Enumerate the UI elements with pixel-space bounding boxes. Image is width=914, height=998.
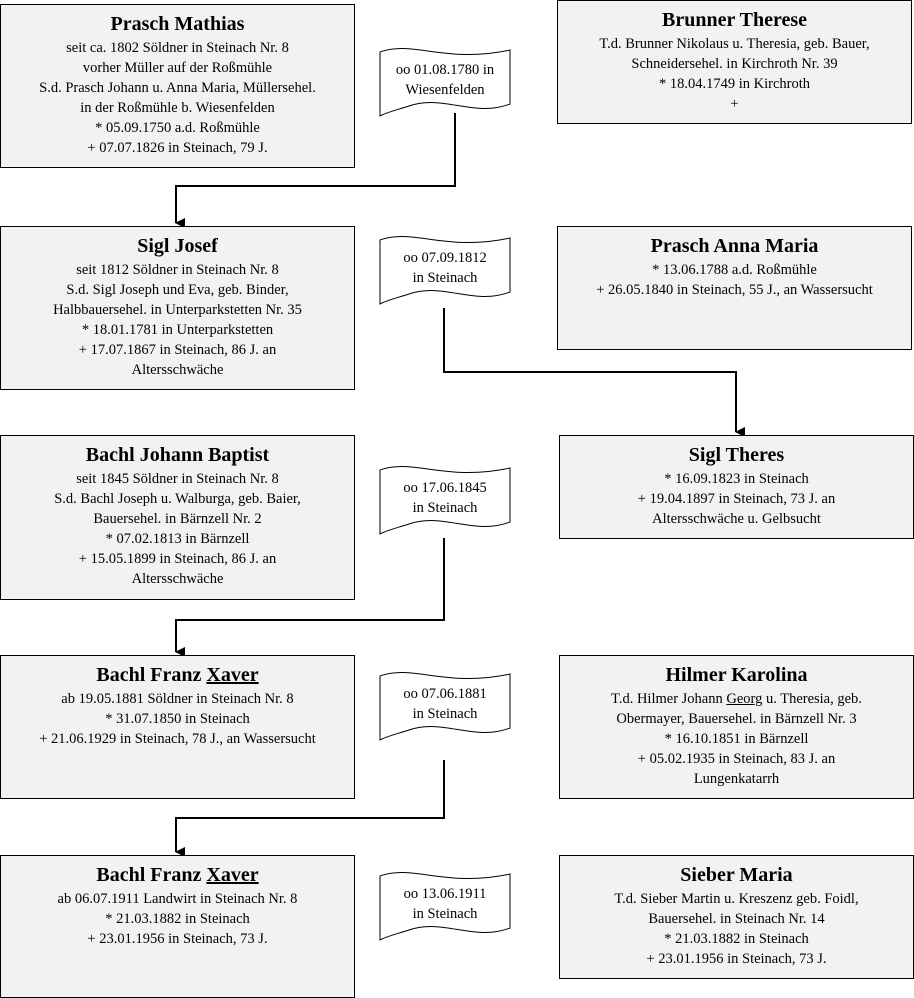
person-detail: + 26.05.1840 in Steinach, 55 J., an Wassersucht	[596, 282, 873, 298]
person-detail: * 18.01.1781 in Unterparkstetten	[81, 322, 274, 338]
husband-box-bachl-johann-baptist	[0, 435, 355, 600]
person-detail: * 05.09.1750 a.d. Roßmühle	[95, 120, 260, 136]
marriage-banner-3	[379, 464, 511, 544]
person-detail: * 13.06.1788 a.d. Roßmühle	[652, 262, 817, 278]
person-name: Hilmer Karolina	[665, 664, 808, 686]
husband-box-bachl-franz-xaver-2	[0, 855, 355, 998]
person-detail: + 19.04.1897 in Steinach, 73 J. an	[637, 491, 836, 507]
person-detail: + 15.05.1899 in Steinach, 86 J. an	[78, 551, 277, 567]
person-detail: Obermayer, Bauersehel. in Bärnzell Nr. 3	[616, 711, 857, 727]
marriage-date: oo 17.06.1845	[403, 480, 487, 496]
husband-box-bachl-franz-xaver-1	[0, 655, 355, 799]
person-detail: T.d. Hilmer Johann Georg u. Theresia, geb.	[611, 691, 862, 707]
wife-box-prasch-anna-maria	[557, 226, 912, 350]
wife-box-hilmer-karolina	[559, 655, 914, 799]
marriage-place: in Steinach	[412, 906, 478, 922]
person-detail: S.d. Sigl Joseph und Eva, geb. Binder,	[66, 282, 289, 298]
marriage-date: oo 07.06.1881	[403, 686, 487, 702]
person-detail: Altersschwäche u. Gelbsucht	[652, 511, 821, 527]
person-name: Prasch Anna Maria	[650, 235, 819, 257]
husband-box-prasch-mathias	[0, 4, 355, 168]
person-detail: * 31.07.1850 in Steinach	[105, 711, 250, 727]
person-detail: + 07.07.1826 in Steinach, 79 J.	[87, 140, 268, 156]
marriage-banner-2	[379, 234, 511, 314]
person-name: Sieber Maria	[680, 864, 793, 886]
person-detail: + 23.01.1956 in Steinach, 73 J.	[87, 931, 268, 947]
person-detail: * 21.03.1882 in Steinach	[664, 931, 809, 947]
person-name: Sigl Theres	[688, 444, 785, 466]
marriage-place: Wiesenfelden	[405, 82, 485, 98]
person-detail: seit 1845 Söldner in Steinach Nr. 8	[76, 471, 279, 487]
person-detail: Bauersehel. in Bärnzell Nr. 2	[93, 511, 262, 527]
person-detail: Lungenkatarrh	[693, 771, 780, 787]
marriage-place: in Steinach	[412, 500, 478, 516]
person-detail: Altersschwäche	[131, 362, 224, 378]
wife-box-sieber-maria	[559, 855, 914, 979]
person-detail: Schneidersehel. in Kirchroth Nr. 39	[631, 56, 838, 72]
person-detail: ab 06.07.1911 Landwirt in Steinach Nr. 8	[57, 891, 298, 907]
wife-box-brunner-therese	[557, 0, 912, 124]
marriage-banner-1	[379, 46, 511, 126]
person-name: Bachl Franz Xaver	[96, 864, 259, 886]
person-detail: * 21.03.1882 in Steinach	[105, 911, 250, 927]
person-detail: seit 1812 Söldner in Steinach Nr. 8	[76, 262, 279, 278]
marriage-place: in Steinach	[412, 270, 478, 286]
person-detail: * 18.04.1749 in Kirchroth	[658, 76, 811, 92]
person-detail: + 23.01.1956 in Steinach, 73 J.	[646, 951, 827, 967]
person-detail: T.d. Brunner Nikolaus u. Theresia, geb. Bauer,	[599, 36, 870, 52]
person-detail: + 17.07.1867 in Steinach, 86 J. an	[78, 342, 277, 358]
person-detail: T.d. Sieber Martin u. Kreszenz geb. Foidl,	[614, 891, 859, 907]
marriage-banner-5	[379, 870, 511, 950]
person-detail: S.d. Bachl Joseph u. Walburga, geb. Baier,	[54, 491, 301, 507]
person-name: Prasch Mathias	[110, 13, 245, 35]
person-name: Bachl Franz Xaver	[96, 664, 259, 686]
marriage-date: oo 01.08.1780 in	[395, 62, 495, 78]
husband-box-sigl-josef	[0, 226, 355, 390]
person-detail: +	[730, 96, 739, 112]
person-detail: * 16.09.1823 in Steinach	[664, 471, 809, 487]
person-name: Bachl Johann Baptist	[85, 444, 270, 466]
person-detail: * 16.10.1851 in Bärnzell	[664, 731, 809, 747]
marriage-date: oo 07.09.1812	[403, 250, 487, 266]
person-detail: + 05.02.1935 in Steinach, 83 J. an	[637, 751, 836, 767]
person-detail: + 21.06.1929 in Steinach, 78 J., an Wassersucht	[39, 731, 316, 747]
marriage-banner-4	[379, 670, 511, 750]
marriage-date: oo 13.06.1911	[403, 886, 487, 902]
person-detail: ab 19.05.1881 Söldner in Steinach Nr. 8	[61, 691, 294, 707]
marriage-place: in Steinach	[412, 706, 478, 722]
person-detail: seit ca. 1802 Söldner in Steinach Nr. 8	[66, 40, 289, 56]
person-detail: in der Roßmühle b. Wiesenfelden	[80, 100, 275, 116]
wife-box-sigl-theres	[559, 435, 914, 539]
person-name: Brunner Therese	[661, 9, 807, 31]
person-detail: Altersschwäche	[131, 571, 224, 587]
person-detail: Bauersehel. in Steinach Nr. 14	[648, 911, 825, 927]
person-detail: S.d. Prasch Johann u. Anna Maria, Müllersehel.	[39, 80, 316, 96]
person-name: Sigl Josef	[137, 235, 218, 257]
person-detail: * 07.02.1813 in Bärnzell	[105, 531, 250, 547]
person-detail: vorher Müller auf der Roßmühle	[82, 60, 273, 76]
person-detail: Halbbauersehel. in Unterparkstetten Nr. 35	[53, 302, 302, 318]
